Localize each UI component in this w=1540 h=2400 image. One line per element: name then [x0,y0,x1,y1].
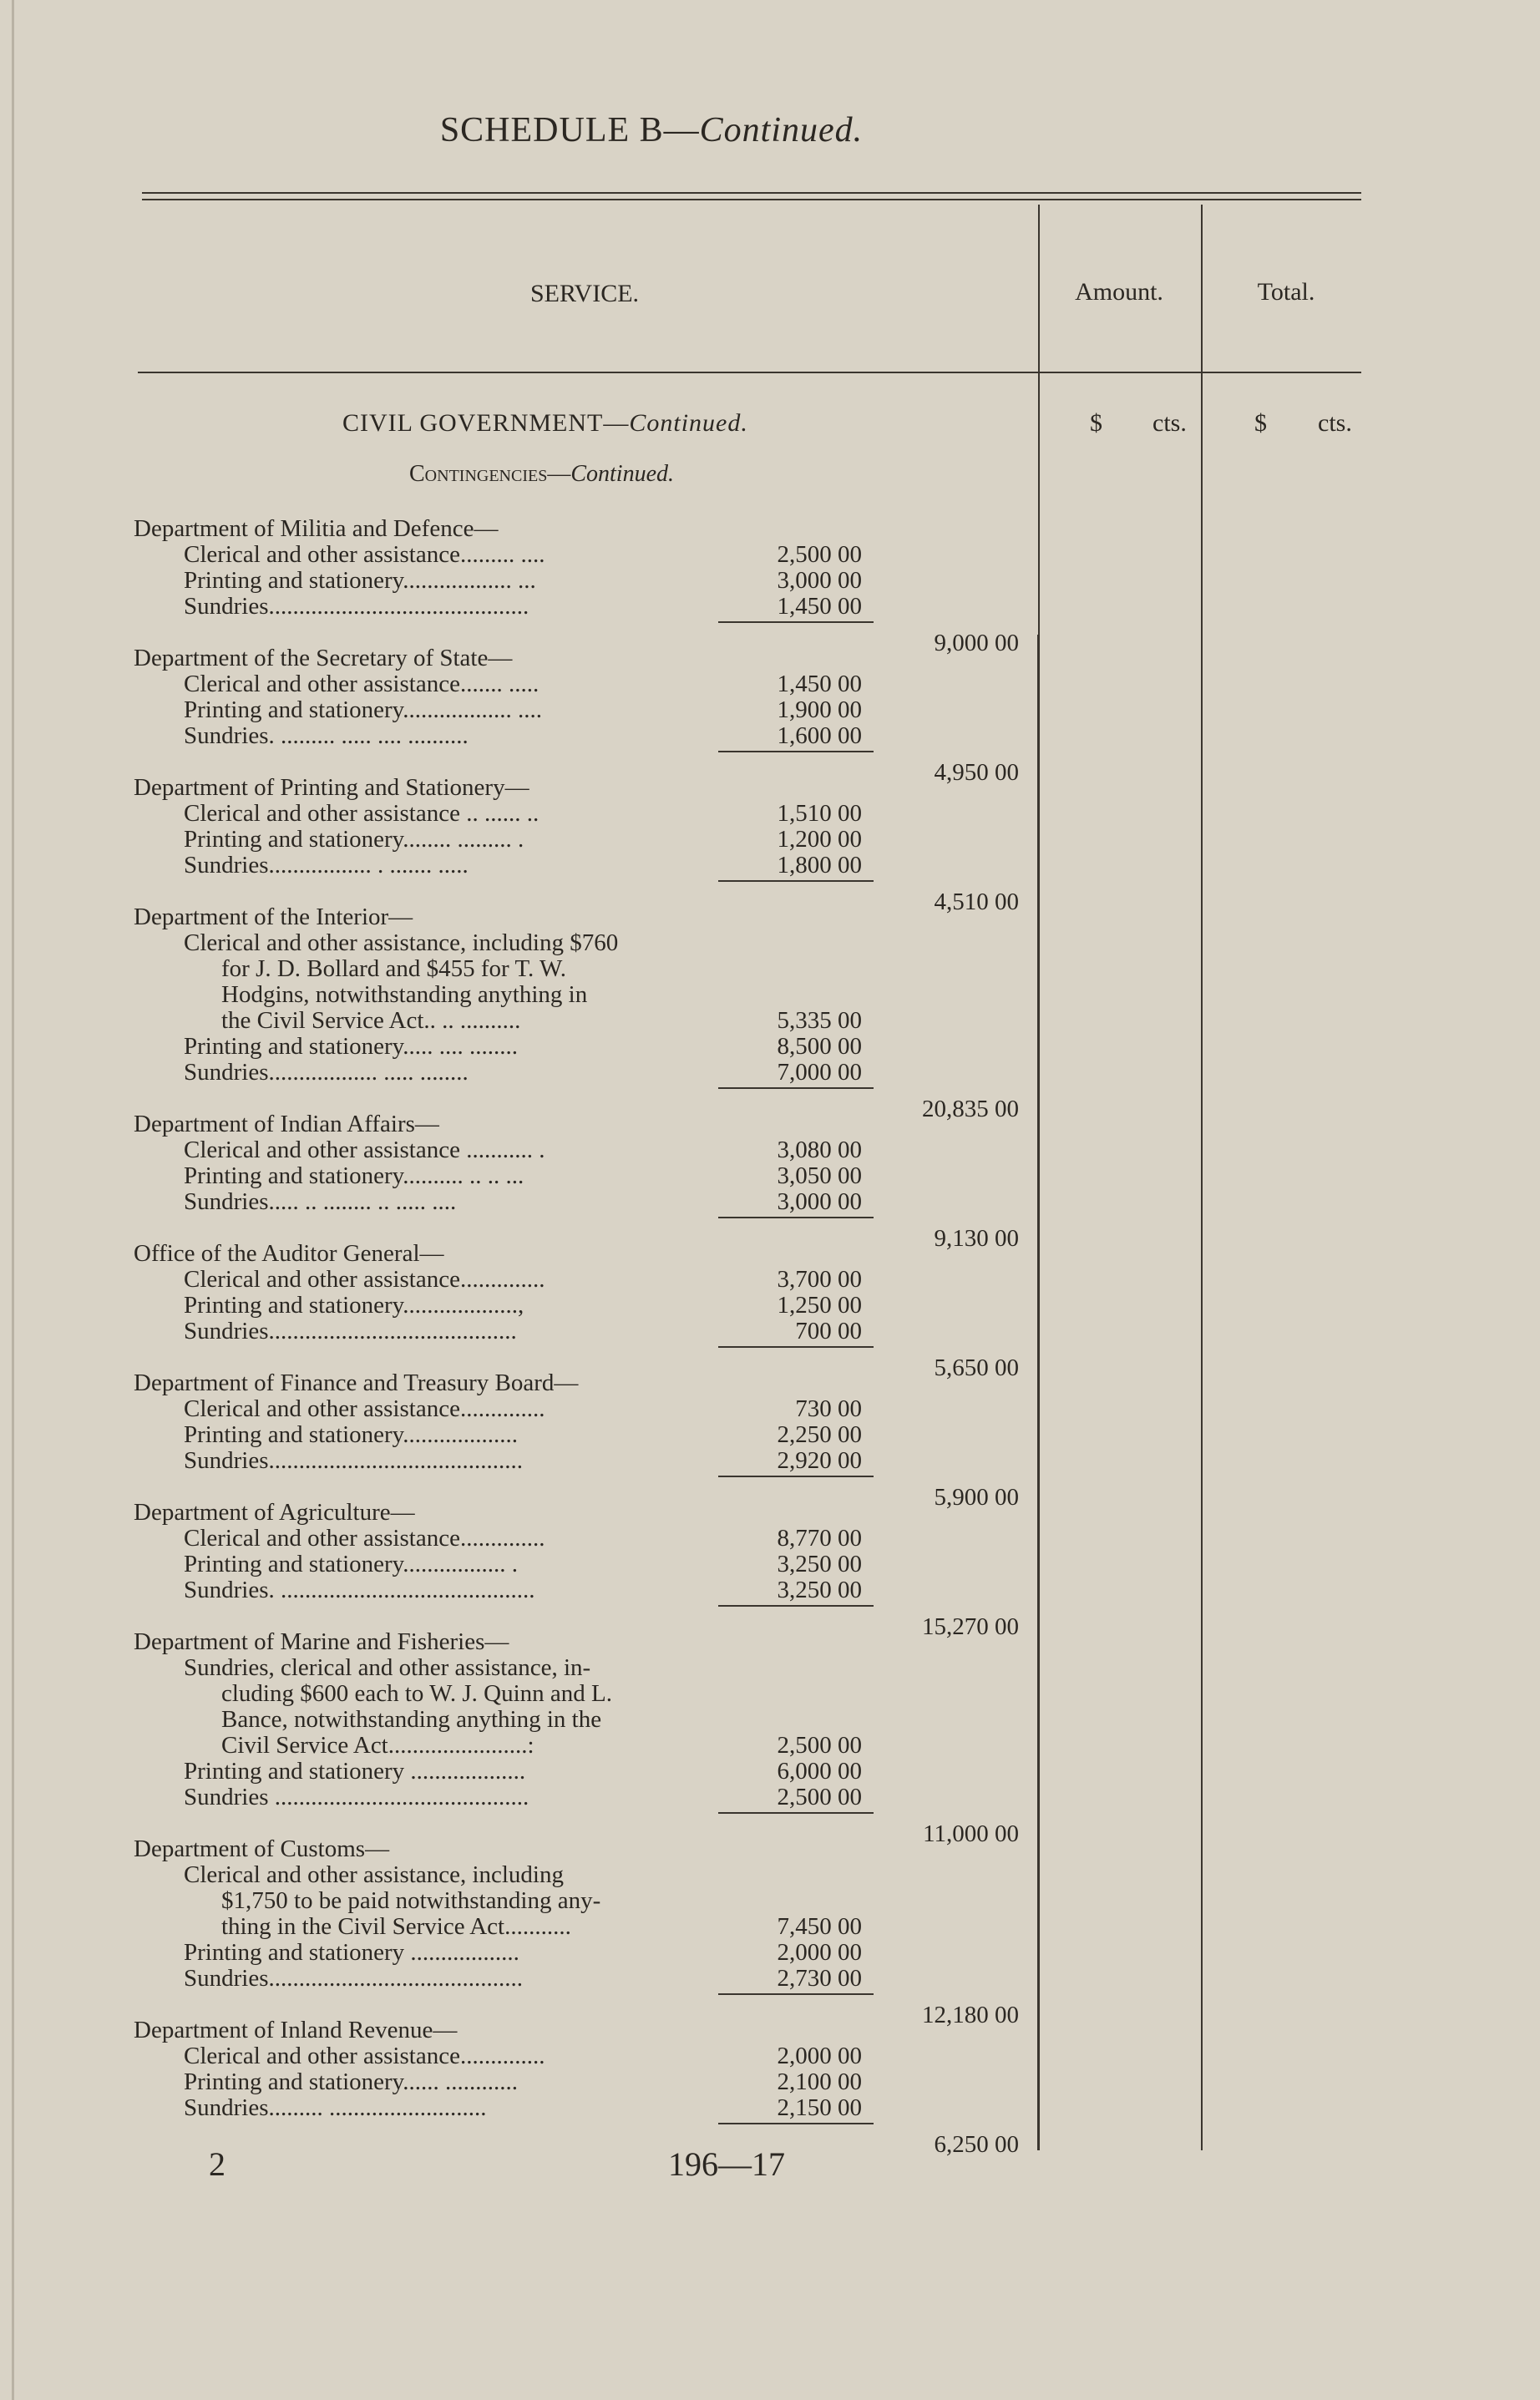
total-cents-label: cts. [1318,409,1352,437]
item-amount: 730 00 [795,1395,862,1422]
item-label: Clerical and other assistance......... .... [184,542,545,568]
department-total: 9,000 00 [934,630,1019,656]
department-total: 4,950 00 [934,759,1019,786]
subtotal-rule [718,751,874,752]
item-amount: 2,500 00 [777,1732,862,1759]
item-label: Sundries......... .......................... [184,2095,487,2121]
subtotal-rule [718,2123,874,2124]
item-label: Printing and stationery ................... [184,1759,526,1785]
total-column-divider [1201,205,1203,2150]
page-title: SCHEDULE B—Continued. [439,111,864,149]
page-edge [12,0,14,2400]
item-amount: 1,800 00 [777,852,862,878]
item-label-line: Sundries, clerical and other assistance, in- [184,1654,591,1681]
department-name: Office of the Auditor General— [134,1240,444,1267]
item-amount: 2,500 00 [777,1784,862,1810]
item-label: Clerical and other assistance.............. [184,1526,545,1552]
item-amount: 2,150 00 [777,2094,862,2121]
item-amount: 2,730 00 [777,1965,862,1992]
amount-inner-divider [1037,635,1039,2150]
item-label: Sundries.................. ..... ........ [184,1060,469,1086]
amount-dollar-sign: $ [1090,409,1102,437]
item-label: Printing and stationery................... [184,1422,519,1448]
header-bottom-rule [138,372,1361,373]
item-amount: 3,000 00 [777,567,862,594]
item-amount: 1,600 00 [777,722,862,749]
item-amount: 1,200 00 [777,826,862,853]
item-amount: 1,450 00 [777,671,862,697]
item-label: Clerical and other assistance.............. [184,2043,545,2069]
item-label: Sundries.......................................... [184,1448,523,1474]
item-amount: 8,770 00 [777,1525,862,1552]
subtotal-rule [718,1812,874,1814]
department-name: Department of Finance and Treasury Board— [134,1370,579,1396]
item-label-line: Civil Service Act.......................: [221,1732,534,1759]
department-total: 20,835 00 [922,1096,1019,1122]
department-total: 12,180 00 [922,2002,1019,2028]
subtotal-rule [718,1476,874,1477]
item-label: Clerical and other assistance.............. [184,1267,545,1293]
item-amount: 3,250 00 [777,1551,862,1577]
item-amount: 2,000 00 [777,2043,862,2069]
item-label: Printing and stationery..... .... ........ [184,1034,519,1060]
item-label: Clerical and other assistance.............. [184,1396,545,1422]
item-amount: 1,900 00 [777,696,862,723]
item-label: Sundries..... .. ........ .. ..... .... [184,1189,457,1215]
department-name: Department of Indian Affairs— [134,1111,439,1137]
item-label-line: $1,750 to be paid notwithstanding any- [221,1887,601,1914]
header-top-rule [142,192,1361,194]
item-label: Printing and stationery................. . [184,1552,519,1577]
item-label-line: the Civil Service Act.. .. .......... [221,1007,521,1034]
subtotal-rule [718,1993,874,1995]
department-name: Department of Customs— [134,1835,390,1862]
item-label: Printing and stationery..................., [184,1293,524,1319]
item-amount: 1,450 00 [777,593,862,620]
item-label: Printing and stationery.................. ... [184,568,536,594]
item-label: Clerical and other assistance....... ..... [184,671,540,697]
item-amount: 7,000 00 [777,1059,862,1086]
item-amount: 2,100 00 [777,2068,862,2095]
item-amount: 7,450 00 [777,1913,862,1940]
item-label: Sundries.......................................... [184,1966,523,1992]
item-label-line: Clerical and other assistance, including [184,1861,564,1888]
item-amount: 5,335 00 [777,1007,862,1034]
item-label-line: for J. D. Bollard and $455 for T. W. [221,955,566,982]
item-label: Printing and stationery.......... .. .. ... [184,1163,524,1189]
item-amount: 8,500 00 [777,1033,862,1060]
subtotal-rule [718,1087,874,1089]
department-total: 4,510 00 [934,889,1019,915]
item-label-line: Bance, notwithstanding anything in the [221,1706,602,1733]
item-label: Printing and stationery.................. .... [184,697,543,723]
department-total: 5,900 00 [934,1484,1019,1511]
item-label-line: cluding $600 each to W. J. Quinn and L. [221,1680,612,1707]
item-label-line: Clerical and other assistance, including $760 [184,929,619,956]
page-number: 2 [209,2145,225,2183]
department-name: Department of Inland Revenue— [134,2017,458,2043]
department-total: 15,270 00 [922,1613,1019,1640]
item-label: Printing and stationery .................. [184,1940,519,1966]
header-top-rule-2 [142,199,1361,200]
department-total: 6,250 00 [934,2131,1019,2158]
subtotal-rule [718,621,874,623]
item-amount: 3,000 00 [777,1188,862,1215]
item-label-line: Hodgins, notwithstanding anything in [221,981,588,1008]
amount-column-header: Amount. [1075,278,1163,306]
item-label: Clerical and other assistance ........... . [184,1137,545,1163]
department-name: Department of the Interior— [134,904,413,930]
item-label: Clerical and other assistance .. ...... .. [184,801,540,827]
item-amount: 2,920 00 [777,1447,862,1474]
item-amount: 3,080 00 [777,1137,862,1163]
item-amount: 3,250 00 [777,1577,862,1603]
item-amount: 700 00 [795,1318,862,1344]
item-label: Sundries .......................................... [184,1785,529,1810]
item-amount: 1,250 00 [777,1292,862,1319]
item-label: Sundries................. . ....... ..... [184,853,469,878]
department-name: Department of the Secretary of State— [134,645,513,671]
service-column-header: SERVICE. [529,280,640,307]
subtotal-rule [718,1346,874,1348]
department-total: 11,000 00 [923,1820,1019,1847]
item-amount: 6,000 00 [777,1758,862,1785]
section-subheading: Contingencies—Continued. [409,461,674,487]
item-label: Sundries. ......... ..... .... .......... [184,723,469,749]
department-name: Department of Militia and Defence— [134,515,499,542]
item-amount: 2,250 00 [777,1421,862,1448]
amount-cents-label: cts. [1152,409,1187,437]
item-label: Sundries. .......................................... [184,1577,535,1603]
item-amount: 3,050 00 [777,1162,862,1189]
department-total: 5,650 00 [934,1354,1019,1381]
item-label: Printing and stationery...... ............ [184,2069,519,2095]
item-label-line: thing in the Civil Service Act........... [221,1913,571,1940]
item-label: Printing and stationery........ ......... . [184,827,524,853]
subtotal-rule [718,1217,874,1218]
total-column-header: Total. [1257,278,1315,306]
department-name: Department of Agriculture— [134,1499,415,1526]
subtotal-rule [718,1605,874,1607]
department-name: Department of Printing and Stationery— [134,774,529,801]
item-label: Sundries......................................... [184,1319,517,1344]
document-code: 196—17 [668,2145,785,2183]
subtotal-rule [718,880,874,882]
item-amount: 3,700 00 [777,1266,862,1293]
department-total: 9,130 00 [934,1225,1019,1252]
section-heading: CIVIL GOVERNMENT—Continued. [342,409,748,437]
item-amount: 2,500 00 [777,541,862,568]
department-name: Department of Marine and Fisheries— [134,1628,509,1655]
item-amount: 2,000 00 [777,1939,862,1966]
total-dollar-sign: $ [1254,409,1267,437]
item-label: Sundries........................................... [184,594,529,620]
item-amount: 1,510 00 [777,800,862,827]
